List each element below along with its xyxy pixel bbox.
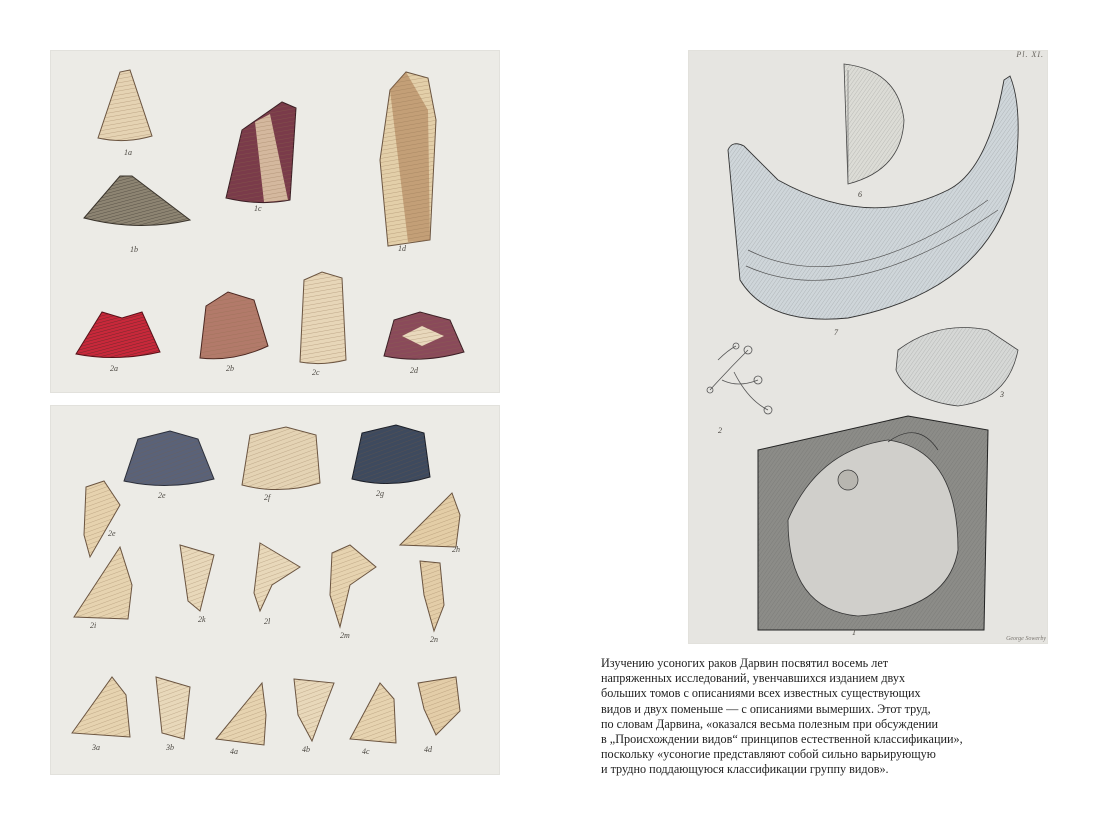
valve-4b (294, 679, 334, 741)
figure-label: 4a (230, 747, 238, 756)
caption-line: Изучению усоногих раков Дарвин посвятил восемь лет (601, 656, 889, 670)
valve-4d (418, 677, 460, 735)
shell-2e (124, 431, 214, 486)
figure-label: 2h (452, 545, 460, 554)
shell-1d (380, 72, 436, 246)
figure-number: 3 (1000, 390, 1004, 399)
figure-label: 1c (254, 204, 262, 213)
caption-line: поскольку «усоногие представляют собой сильно варьирующую (601, 747, 936, 762)
valve-4c (350, 683, 396, 743)
plate-barnacle-shells-top (50, 50, 500, 393)
figure-label: 1d (398, 244, 406, 253)
shell-2a (76, 312, 160, 358)
plate-anatomy-right (688, 50, 1048, 644)
shell-1c (226, 102, 296, 203)
figure-label: 3a (92, 743, 100, 752)
plate-bottom-illustration (50, 405, 500, 775)
caption-line: больших томов с описаниями всех известных существующих (601, 686, 921, 701)
caption-line: видов и двух поменьше — с описаниями вымерших. Этот труд, (601, 701, 931, 716)
figure-label: 1b (130, 245, 138, 254)
plate-mark: Pl. XI. (1016, 50, 1044, 59)
figure-2-branching (707, 343, 772, 414)
valve-4a (216, 683, 266, 745)
plate-top-illustration (50, 50, 500, 393)
figure-label: 4b (302, 745, 310, 754)
figure-label: 1a (124, 148, 132, 157)
figure-label: 2e (108, 529, 116, 538)
figure-label: 2i (90, 621, 97, 630)
plate-right-illustration (688, 50, 1048, 644)
shell-2f (242, 427, 320, 490)
shell-2g (352, 425, 430, 484)
valve-2e (84, 481, 120, 557)
valve-2h (400, 493, 460, 547)
figure-label: 2c (312, 368, 320, 377)
valve-2k (180, 545, 214, 611)
figure-label: 2f (264, 493, 271, 502)
caption-line: по словам Дарвина, «оказался весьма полезным при обсуждении (601, 716, 939, 731)
shell-2c (300, 272, 346, 364)
figure-label: 2k (198, 615, 206, 624)
valve-3b (156, 677, 190, 739)
figure-number: 2 (718, 426, 722, 435)
figure-label: 2l (264, 617, 271, 626)
shell-1a (98, 70, 152, 141)
valve-2n (420, 561, 444, 631)
caption-line: напряженных исследований, увенчавшихся изданием двух (601, 671, 906, 686)
caption-line: в „Происхождении видов“ принципов естественной классификации», (601, 732, 963, 747)
figure-number: 1 (852, 628, 856, 637)
figure-label: 2g (376, 489, 384, 498)
figure-number: 6 (858, 190, 862, 199)
figure-label: 4c (362, 747, 370, 756)
shell-2d (384, 312, 464, 359)
plate-barnacle-valves-bottom (50, 405, 500, 775)
figure-label: 4d (424, 745, 432, 754)
figure-6-oval (844, 64, 904, 184)
figure-label: 2b (226, 364, 234, 373)
engraver-signature: George Sowerby (1006, 636, 1046, 642)
caption-text (601, 656, 1021, 778)
figure-label: 2n (430, 635, 438, 644)
valve-3a (72, 677, 130, 737)
figure-label: 2d (410, 366, 418, 375)
shell-2b (200, 292, 268, 359)
shell-1b (84, 176, 190, 226)
figure-number: 7 (834, 328, 838, 337)
figure-1-section (758, 416, 988, 630)
figure-label: 3b (166, 743, 174, 752)
figure-label: 2m (340, 631, 350, 640)
caption-line: и трудно поддающуюся классификации группу видов». (601, 762, 889, 777)
valve-2i (74, 547, 132, 619)
valve-2m (330, 545, 376, 627)
valve-2l (254, 543, 300, 611)
figure-label: 2e (158, 491, 166, 500)
figure-label: 2a (110, 364, 118, 373)
